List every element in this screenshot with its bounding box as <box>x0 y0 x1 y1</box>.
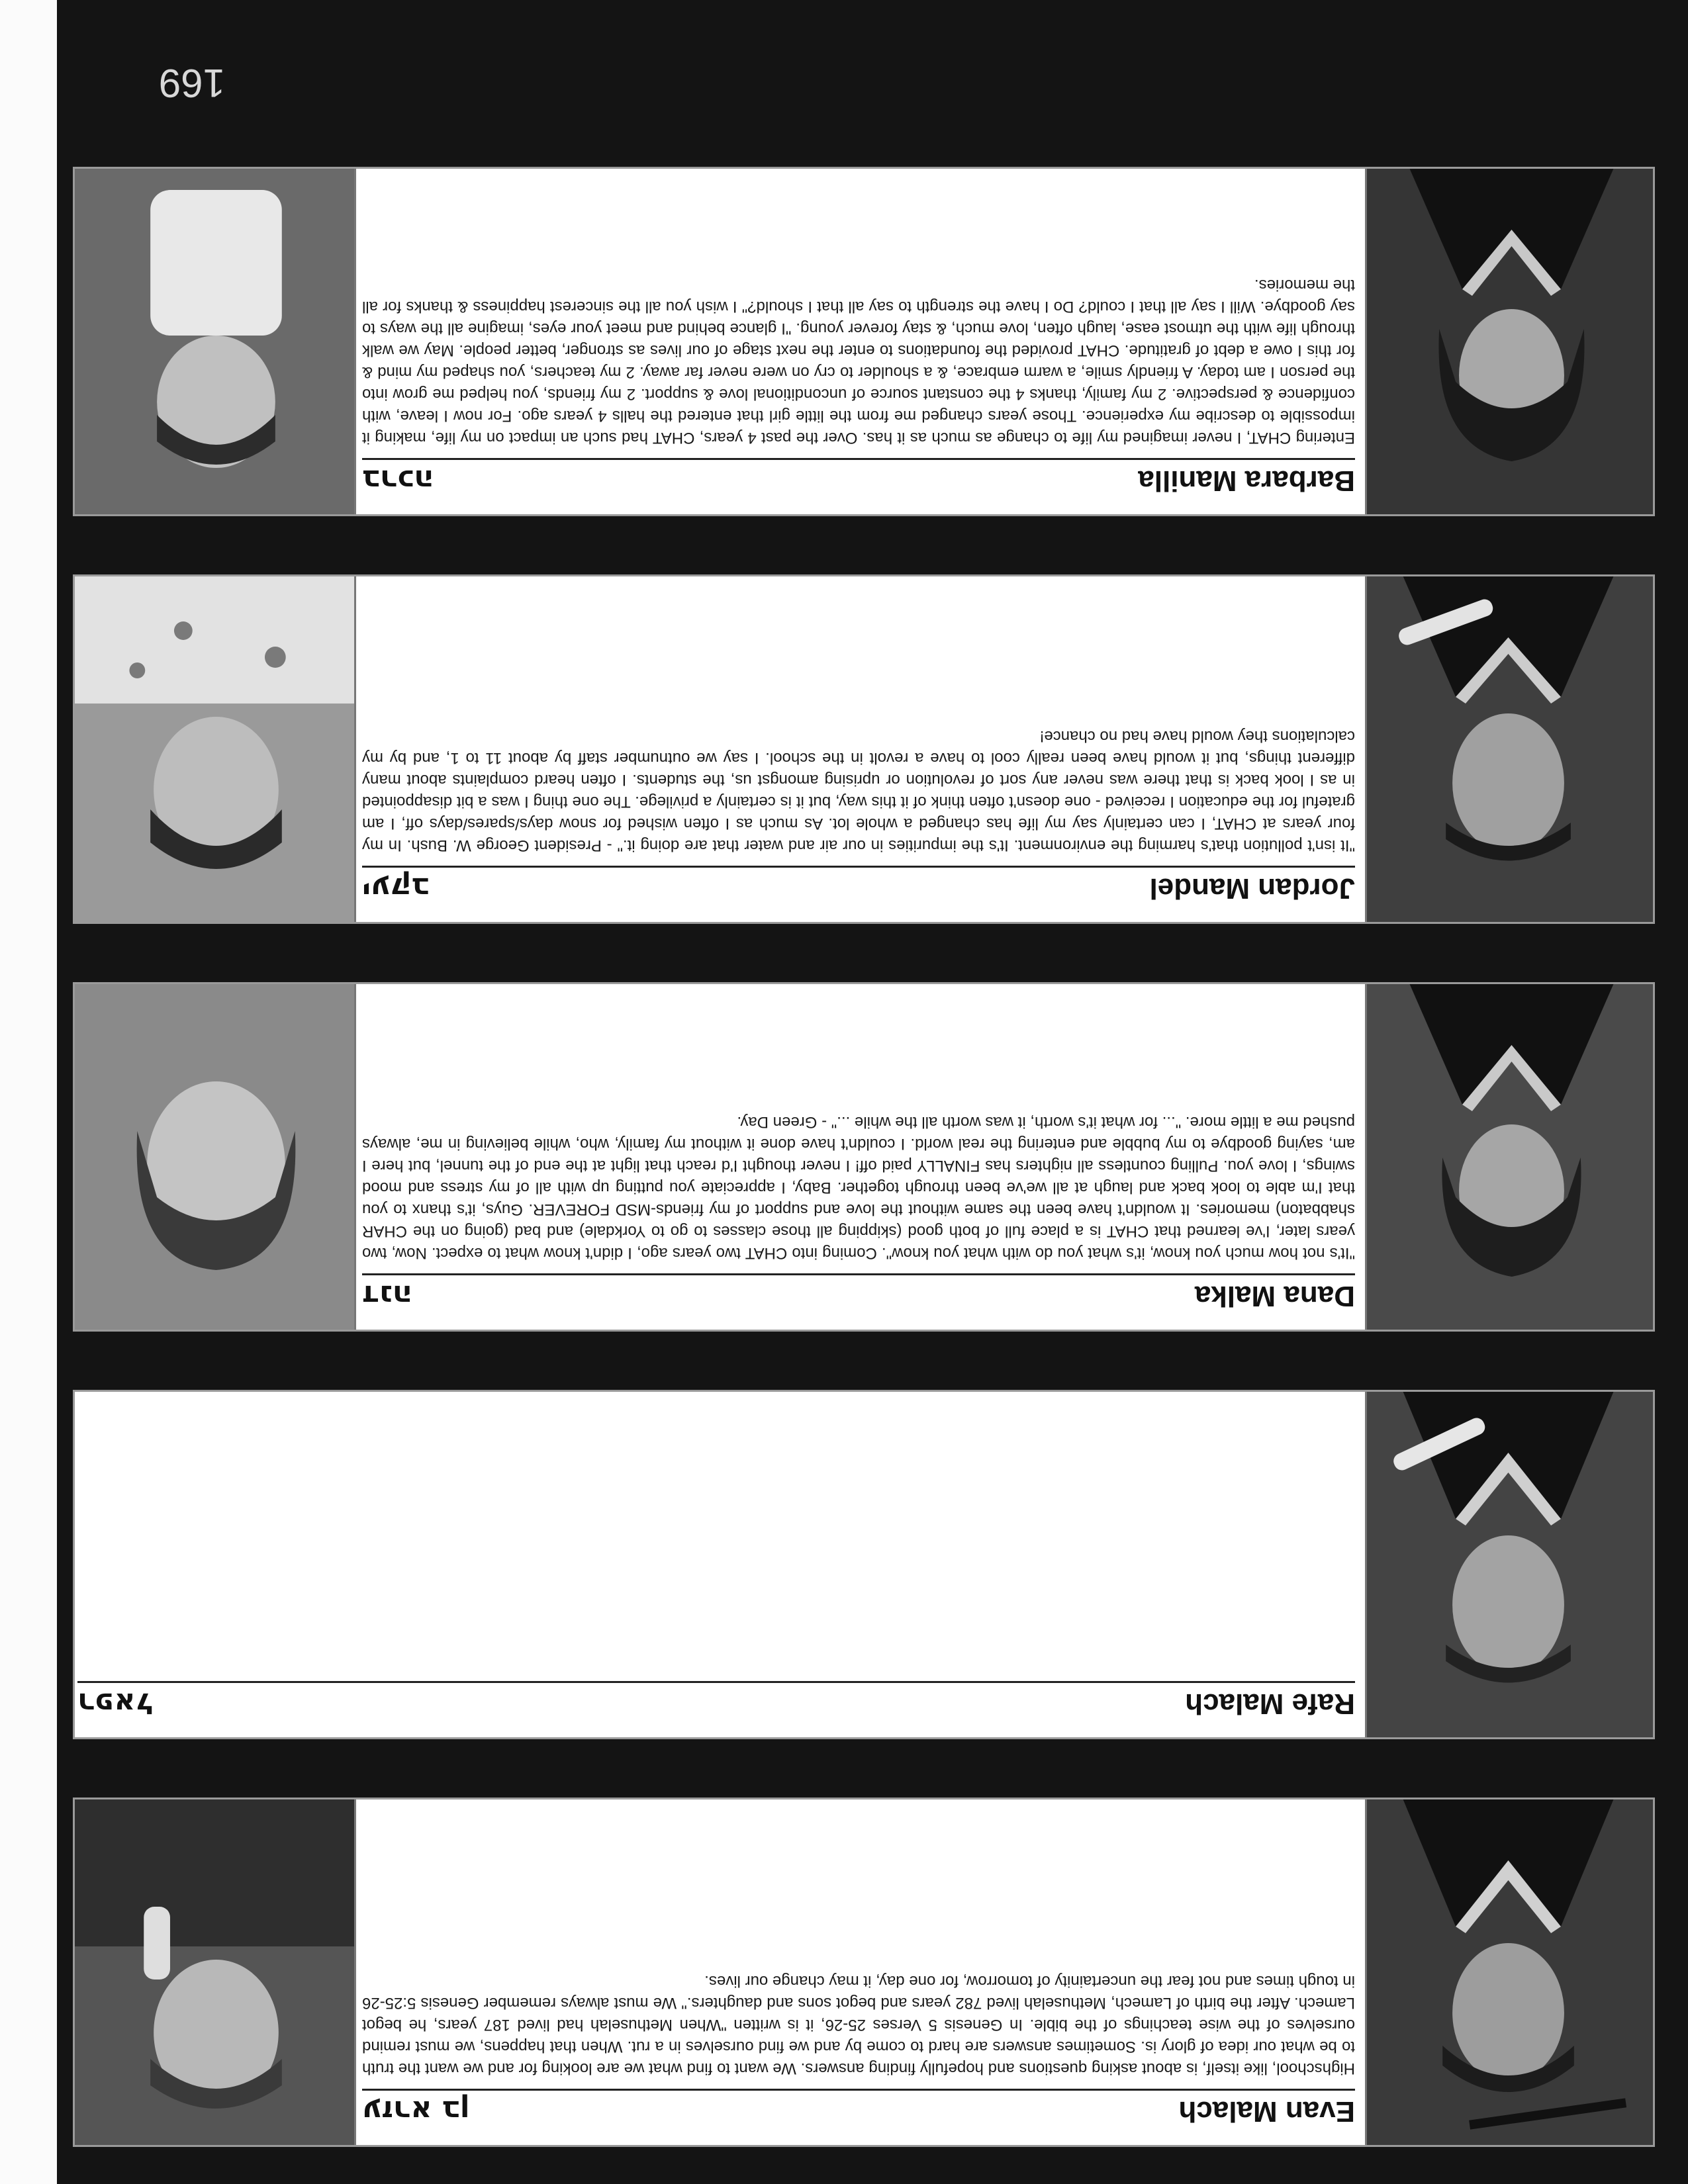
student-row-evan-malach <box>73 1797 1655 2147</box>
student-text <box>362 584 1355 909</box>
student-message: "It's not how much you know, it's what you do with what you know". Coming into CHAT two years ago, I didn't know what to expect. Now, two years later, I've learned that CHAT is a place full of both good (skipping all those classes to go to Yorkdale) and bad (going on the CHAR shabbaton) memories. It wouldn't have been the same without the love and support of my friends-MSD FOREVER. Guys, it's thanx to you that I'm able to look back and laugh at all we've been through together. Baby, I appreciate you putting up with all of my stress and mood swings, I love you. Pulling countless all nighters has FINALLY paid off! I never thought I'd reach that light at the end of the tunnel, but here I am, saying goodbye to my bubble and entering the real world. I couldn't have done it without my family, who, while believing in me, always pushed me a little more. "... for what it's worth, it was worth all the while ..." - Green Day. <box>362 1113 1355 1262</box>
student-message: "It isn't pollution that's harming the environment. It's the impurities in our air and water that are doing it." - President George W. Bush. In my four years at CHAT, I can certainly say my life has changed a whole lot. As much as I often wished for snow days/spares/days off, I am grateful for the education I received - one doesn't often think of it this way, but it is certainly a privilege. The one thing I was a bit disappointed in as I look back is that there was never any sort of revolution or uprising amongst us, the students. I often heard complaints about many different things, but it would have been really cool to have a revolt in the school. I say we outnumber staff by about 11 to 1, and by my calculations they would have had no chance! <box>362 727 1355 854</box>
graduation-photo <box>1365 1799 1653 2145</box>
name-bar <box>77 1681 1355 1724</box>
student-message: Highschool, like itself, is about asking questions and hopefully finding answers. We want to find what we are looking for and we want the truth to be what our idea of glory is. Sometimes answers are hard to come by and we find ourselves in a rut. When that happens, we must remind ourselves of the wise teachings of the bible. In Genesis 5 Verses 25-26, it is written "When Methuselah had lived 187 years, he begot Lamech. After the birth of Lamech, Methuselah lived 782 years and begot sons and daughters." We must always remember Genesis 5:25-26 in tough times and not fear the uncertainity of tomorrow, for one day, it may change our lives. <box>362 1972 1355 2077</box>
hebrew-name: יעקב <box>362 871 430 905</box>
baby-photo <box>75 169 356 514</box>
student-name: Evan Malach <box>1178 2095 1355 2128</box>
student-name: Jordan Mandel <box>1149 872 1355 905</box>
name-bar <box>362 866 1355 909</box>
student-row-rafe-malach <box>73 1390 1655 1739</box>
student-text <box>362 992 1355 1316</box>
student-text <box>77 1400 1355 1724</box>
hebrew-name: עזרא בן <box>362 2094 470 2128</box>
name-bar <box>362 2089 1355 2132</box>
page-number: 169 <box>158 61 225 105</box>
student-name: Rafe Malach <box>1185 1688 1355 1720</box>
student-text <box>362 1807 1355 2132</box>
student-row-dana-malka <box>73 982 1655 1332</box>
baby-photo <box>75 576 356 922</box>
name-bar <box>362 1273 1355 1316</box>
student-row-jordan-mandel <box>73 574 1655 924</box>
graduation-photo <box>1365 169 1653 514</box>
student-name: Dana Malka <box>1194 1280 1355 1312</box>
yearbook-page <box>57 0 1688 2184</box>
baby-photo <box>75 984 356 1330</box>
hebrew-name: רפאל <box>77 1686 154 1720</box>
name-bar <box>362 458 1355 501</box>
hebrew-name: ברכה <box>362 463 434 497</box>
baby-photo <box>75 1799 356 2145</box>
graduation-photo <box>1365 576 1653 922</box>
student-message: Entering CHAT, I never imagined my life to change as much as it has. Over the past 4 years, CHAT had such an impact on my life, making it impossible to describe my experience. Those years changed me from the little girl that entered the halls 4 years ago. For now I leave, with confidence & perspective. 2 my family, thanks 4 the constant source of unconditional love & support. 2 my friends, you helped me grow into the person I am today. A friendly smile, a warm embrace, & a shoulder to cry on were never far away. 2 my teachers, you shaped my mind & for this I owe a debt of gratitude. CHAT provided the foundations to enter the next stage of our lives as stronger, better people. May we walk through life with the utmost ease, laugh often, love much, & stay forever young. "I glance behind and meet your eyes, imagine all the ways to say goodbye. Will I say all that I could? Do I have the strength to say all that I should?" I wish you all the sincerest happiness & thanks for all the memories. <box>362 276 1355 447</box>
graduation-photo <box>1365 1392 1653 1737</box>
hebrew-name: דנה <box>362 1279 413 1312</box>
student-text <box>362 177 1355 501</box>
student-row-barbara-manilla <box>73 167 1655 516</box>
graduation-photo <box>1365 984 1653 1330</box>
student-name: Barbara Manilla <box>1138 465 1355 497</box>
